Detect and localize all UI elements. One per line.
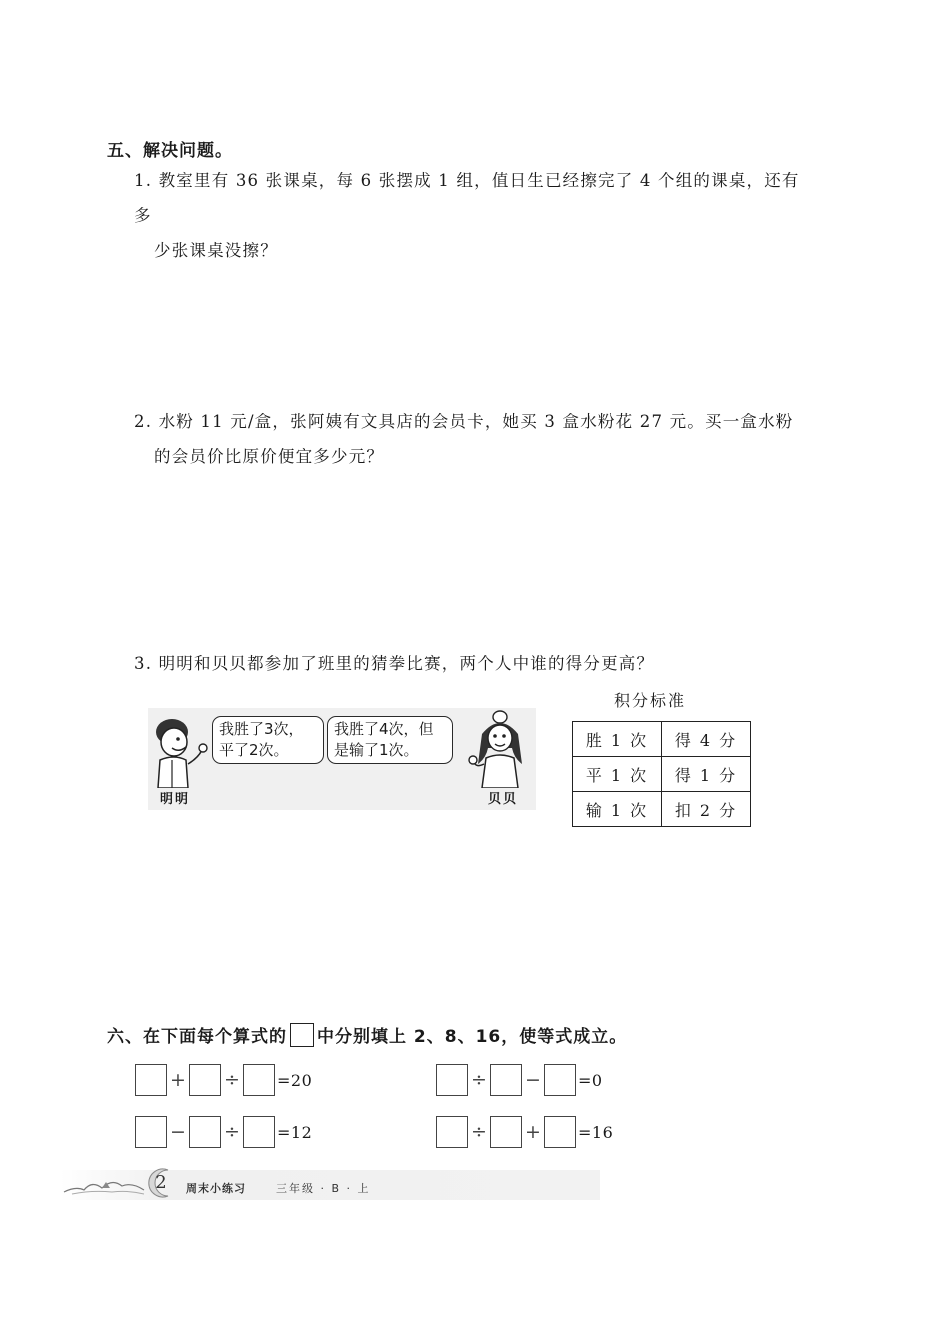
operator: −: [525, 1069, 541, 1091]
cartoon-panel: [148, 708, 536, 810]
answer-box[interactable]: [243, 1116, 275, 1148]
answer-box[interactable]: [243, 1064, 275, 1096]
answer-box[interactable]: [436, 1116, 468, 1148]
table-row: [573, 722, 751, 757]
score-table-title: 积分标准: [614, 691, 687, 710]
page-number: 2: [155, 1172, 167, 1193]
table-cell: 得 4 分: [662, 722, 751, 757]
beibei-illustration: [466, 708, 536, 788]
table-cell: 输 1 次: [573, 792, 662, 827]
mingming-illustration: [150, 712, 212, 788]
operator: −: [170, 1121, 186, 1143]
answer-box[interactable]: [490, 1064, 522, 1096]
section6-title-pre: 六、在下面每个算式的: [107, 1027, 287, 1047]
answer-box[interactable]: [490, 1116, 522, 1148]
section5-title: 五、解决问题。: [107, 141, 233, 161]
equation-result: =20: [277, 1070, 313, 1090]
table-cell: 平 1 次: [573, 757, 662, 792]
operator: +: [170, 1069, 186, 1091]
score-table: [572, 721, 751, 827]
answer-box[interactable]: [135, 1116, 167, 1148]
question-1: [134, 163, 814, 268]
equation-2: [436, 1063, 603, 1097]
answer-box[interactable]: [189, 1064, 221, 1096]
sample-answer-box: [290, 1023, 314, 1047]
equation-3: [135, 1115, 312, 1149]
mingming-speech-bubble: [212, 716, 324, 764]
equation-1: [135, 1063, 312, 1097]
beibei-name: 贝贝: [488, 792, 519, 807]
operator: ÷: [471, 1069, 487, 1091]
mountain-decoration-icon: [62, 1170, 146, 1198]
question-2-line2: 的会员价比原价便宜多少元？: [154, 447, 385, 466]
operator: ÷: [224, 1069, 240, 1091]
question-2-line1: 2. 水粉 11 元/盒，张阿姨有文具店的会员卡，她买 3 盒水粉花 27 元。买一盒水粉: [134, 412, 794, 431]
equation-result: =12: [277, 1122, 313, 1142]
section6-title-post: 中分别填上 2、8、16，使等式成立。: [317, 1027, 628, 1047]
table-row: [573, 757, 751, 792]
equation-4: [436, 1115, 613, 1149]
question-3: [134, 646, 814, 681]
beibei-speech-line2: 是输了1次。: [334, 741, 419, 759]
question-1-line2: 少张课桌没擦？: [154, 241, 278, 260]
answer-box[interactable]: [436, 1064, 468, 1096]
answer-box[interactable]: [189, 1116, 221, 1148]
operator: ÷: [224, 1121, 240, 1143]
beibei-speech-line1: 我胜了4次，但: [334, 720, 434, 738]
mingming-speech-line1: 我胜了3次，: [219, 720, 304, 738]
question-2: [134, 404, 814, 474]
series-name: 周末小练习: [186, 1182, 246, 1195]
operator: ÷: [471, 1121, 487, 1143]
beibei-speech-bubble: [327, 716, 453, 764]
equation-result: =16: [578, 1122, 614, 1142]
answer-box[interactable]: [135, 1064, 167, 1096]
operator: +: [525, 1121, 541, 1143]
table-cell: 得 1 分: [662, 757, 751, 792]
answer-box[interactable]: [544, 1116, 576, 1148]
question-1-line1: 1. 教室里有 36 张课桌，每 6 张摆成 1 组，值日生已经擦完了 4 个组的课桌，还有多: [134, 171, 800, 225]
section6-title: [107, 1022, 627, 1047]
grade-label: 三年级 · B · 上: [276, 1182, 371, 1195]
equation-result: =0: [578, 1070, 603, 1090]
answer-box[interactable]: [544, 1064, 576, 1096]
question-3-line1: 3. 明明和贝贝都参加了班里的猜拳比赛，两个人中谁的得分更高？: [134, 654, 655, 673]
table-row: [573, 792, 751, 827]
mingming-name: 明明: [160, 792, 191, 807]
table-cell: 扣 2 分: [662, 792, 751, 827]
mingming-speech-line2: 平了2次。: [219, 741, 289, 759]
table-cell: 胜 1 次: [573, 722, 662, 757]
